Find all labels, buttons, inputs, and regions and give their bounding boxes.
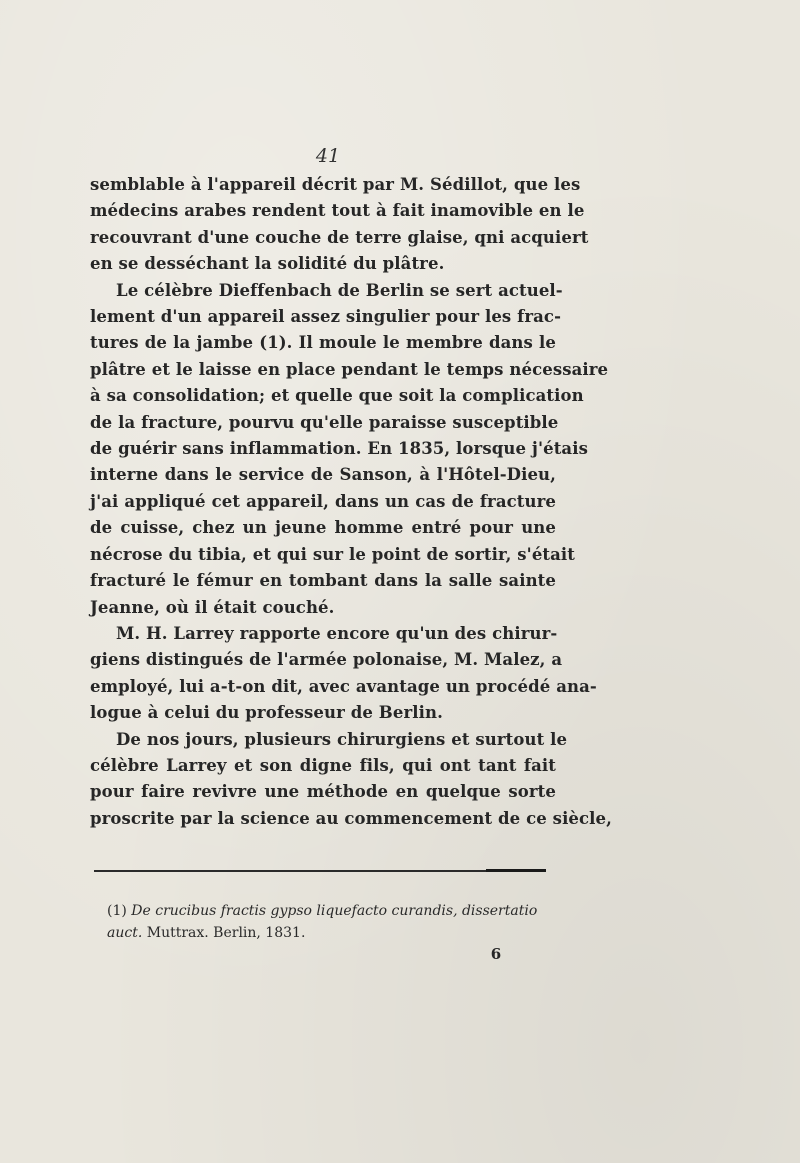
text-line: interne dans le service de Sanson, à l'Hôtel-Dieu, [90,465,556,485]
footnote-citation: Muttrax. Berlin, 1831. [146,925,306,941]
text-line: fracturé le fémur en tombant dans la salle sainte [90,571,556,591]
text-line: proscrite par la science au commencement de ce siècle, [90,808,612,828]
footnote-line-1 [107,900,559,922]
text-line: recouvrant d'une couche de terre glaise, qni acquiert [90,227,589,247]
text-line: nécrose du tibia, et qui sur le point de sortir, s'était [90,544,576,564]
signature-mark: 6 [490,945,502,963]
text-line: j'ai appliqué cet appareil, dans un cas de fracture [90,491,556,511]
text-line: pour faire revivre une méthode en quelque sorte [90,782,556,802]
text-line: logue à celui du professeur de Berlin. [90,703,443,723]
text-line: médecins arabes rendent tout à fait inamovible en le [90,201,585,221]
text-line: de guérir sans inflammation. En 1835, lorsque j'étais [90,439,588,459]
text-line: employé, lui a-t-on dit, avec avantage un procédé ana- [90,676,597,696]
text-line: de cuisse, chez un jeune homme entré pour une [90,518,556,538]
page-number: 41 [315,145,341,167]
text-line: giens distingués de l'armée polonaise, M. Malez, a [90,650,563,670]
body-text [90,172,612,832]
text-line: tures de la jambe (1). Il moule le membre dans le [90,333,556,353]
text-line: Le célèbre Dieffenbach de Berlin se sert actuel- [116,280,563,300]
text-line: lement d'un appareil assez singulier pour les frac- [90,307,562,327]
text-line: M. H. Larrey rapporte encore qu'un des chirur- [116,623,558,643]
footnote-marker: (1) [107,903,127,919]
text-line: célèbre Larrey et son digne fils, qui ont tant fait [90,755,556,775]
footnote [107,900,559,944]
text-line: semblable à l'appareil décrit par M. Sédillot, que les [90,175,581,194]
text-line: plâtre et le laisse en place pendant le temps nécessaire [90,359,609,379]
footnote-title: De crucibus fractis gypso liquefacto curandis, dissertatio [131,903,538,919]
text-line: De nos jours, plusieurs chirurgiens et surtout le [116,729,568,749]
text-line: en se desséchant la solidité du plâtre. [90,254,445,274]
text-line: de la fracture, pourvu qu'elle paraisse susceptible [90,412,559,432]
text-line: Jeanne, où il était couché. [90,597,335,617]
footnote-divider [94,870,546,872]
text-line: à sa consolidation; et quelle que soit la complication [90,386,584,406]
footnote-line-2 [107,922,559,944]
footnote-author-abbrev: auct. [107,925,143,941]
